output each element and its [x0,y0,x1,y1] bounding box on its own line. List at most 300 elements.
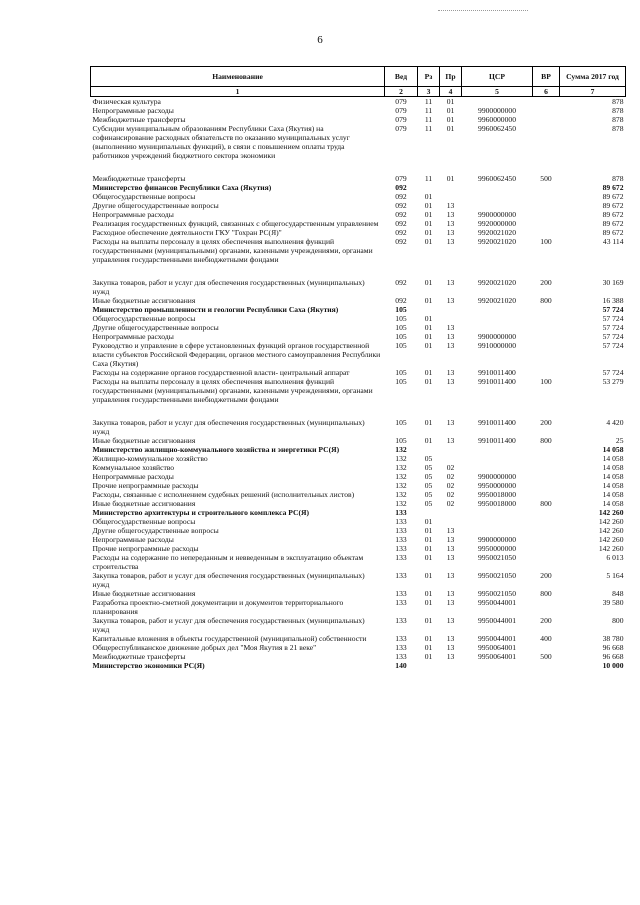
row-vr [533,472,560,481]
row-name: Расходы на содержание по непереданным и невведенным в эксплуатацию объектам строительства [92,553,364,571]
row-name: Закупка товаров, работ и услуг для обеспечения государственных (муниципальных) нужд [92,418,365,436]
table-row [91,332,626,341]
row-pr: 13 [446,616,455,625]
row-ved: 092 [395,183,407,192]
row-rz [418,445,440,454]
row-vr [533,183,560,192]
header-ved: Вед [385,67,418,87]
row-name: Межбюджетные трансферты [92,174,186,183]
row-csr: 9900000000 [478,106,516,115]
row-name: Общегосударственные вопросы [92,517,196,526]
row-vr [533,228,560,237]
table-row [91,472,626,481]
row-rz: 01 [424,228,433,237]
row-vr: 100 [540,237,552,246]
row-csr: 9950021050 [478,571,516,580]
table-row [91,296,626,305]
row-vr: 800 [540,589,552,598]
row-pr: 13 [446,323,455,332]
row-csr: 9910000000 [478,341,516,350]
row-rz: 01 [424,634,433,643]
row-rz: 01 [424,278,433,287]
ministry-row [91,661,626,670]
row-name: Закупка товаров, работ и услуг для обеспечения государственных (муниципальных) нужд [92,278,365,296]
row-rz: 01 [424,296,433,305]
table-row [91,454,626,463]
row-name: Иные бюджетные ассигнования [92,499,196,508]
row-name: Закупка товаров, работ и услуг для обеспечения государственных (муниципальных) нужд [92,616,365,634]
row-csr: 9910011400 [478,368,516,377]
table-row [91,160,626,183]
row-vr [533,445,560,454]
row-csr [462,183,533,192]
row-ved: 079 [395,115,407,124]
row-vr [533,192,560,201]
row-rz: 11 [424,174,433,183]
row-name: Коммунальное хозяйство [92,463,175,472]
row-vr [533,526,560,535]
row-rz: 05 [424,499,433,508]
row-csr [462,305,533,314]
row-vr [533,598,560,616]
row-rz: 11 [424,115,433,124]
table-row [91,589,626,598]
row-ved: 105 [395,323,407,332]
row-pr: 13 [446,535,455,544]
row-csr [462,201,533,210]
row-rz [418,661,440,670]
row-sum: 4 420 [606,418,624,427]
row-name: Иные бюджетные ассигнования [92,296,196,305]
column-number-row [91,87,626,97]
row-ved: 105 [395,314,407,323]
row-csr [462,97,533,107]
row-vr [533,115,560,124]
row-csr [462,661,533,670]
row-rz: 01 [424,377,433,386]
row-ved: 105 [395,377,407,386]
row-rz: 01 [424,616,433,625]
row-sum: 878 [612,97,624,106]
table-row [91,463,626,472]
row-csr: 9920021020 [478,278,516,287]
table-row [91,634,626,643]
row-name: Межбюджетные трансферты [92,115,186,124]
row-csr [462,323,533,332]
row-pr: 13 [446,553,455,562]
row-ved: 133 [395,598,407,607]
row-csr: 9950044001 [478,616,516,625]
row-vr [533,314,560,323]
header-csr: ЦСР [462,67,533,87]
row-vr [533,201,560,210]
row-ved: 092 [395,237,407,246]
row-rz: 05 [424,463,433,472]
row-csr: 9950064001 [478,643,516,652]
row-name: Разработка проектно-сметной документации и документов территориального планирования [92,598,344,616]
row-sum: 14 058 [602,490,624,499]
row-pr: 02 [446,472,455,481]
row-csr: 9950021050 [478,553,516,562]
row-sum: 6 013 [606,553,624,562]
ministry-row [91,508,626,517]
row-name: Министерство экономики РС(Я) [92,661,205,670]
row-csr [462,445,533,454]
row-pr: 02 [446,499,455,508]
row-rz: 01 [424,571,433,580]
row-ved: 133 [395,508,407,517]
row-sum: 14 058 [602,454,624,463]
row-pr [440,508,462,517]
row-pr: 13 [446,296,455,305]
row-vr: 200 [540,616,552,625]
row-name: Непрограммные расходы [92,210,174,219]
row-csr: 9900000000 [478,535,516,544]
row-vr [533,97,560,107]
table-header-row [91,67,626,87]
row-sum: 878 [612,106,624,115]
table-row [91,553,626,571]
table-row [91,192,626,201]
table-row [91,210,626,219]
row-sum: 5 164 [606,571,624,580]
row-sum: 878 [612,174,624,183]
row-csr: 9950018000 [478,490,516,499]
row-sum: 142 260 [598,535,624,544]
row-rz: 11 [424,106,433,115]
row-pr [440,517,462,526]
table-row [91,436,626,445]
row-pr: 13 [446,652,455,661]
row-rz: 01 [424,237,433,246]
row-ved: 092 [395,192,407,201]
row-csr [462,526,533,535]
table-row [91,124,626,160]
row-vr [533,643,560,652]
row-csr: 9950044001 [478,634,516,643]
row-pr [440,314,462,323]
row-sum: 878 [612,124,624,133]
row-sum: 53 279 [602,377,624,386]
row-rz [418,508,440,517]
row-name: Межбюджетные трансферты [92,652,186,661]
row-sum: 10 000 [602,661,624,670]
row-sum: 57 724 [602,332,624,341]
row-pr: 13 [446,332,455,341]
row-rz: 11 [424,124,433,133]
row-vr [533,661,560,670]
header-name: Наименование [91,67,385,87]
row-sum: 57 724 [602,368,624,377]
row-name: Закупка товаров, работ и услуг для обеспечения государственных (муниципальных) нужд [92,571,365,589]
row-name: Министерство жилищно-коммунального хозяйства и энергетики РС(Я) [92,445,340,454]
row-rz: 01 [424,192,433,201]
row-csr: 9920021020 [478,296,516,305]
row-name: Министерство промышленности и геологии Республики Саха (Якутия) [92,305,339,314]
row-vr: 200 [540,418,552,427]
row-sum: 142 260 [598,508,624,517]
row-name: Непрограммные расходы [92,106,174,115]
row-pr: 13 [446,643,455,652]
row-sum: 57 724 [602,323,624,332]
row-ved: 079 [395,174,407,183]
row-ved: 105 [395,418,407,427]
row-pr: 13 [446,544,455,553]
table-row [91,526,626,535]
table-row [91,598,626,616]
row-vr: 200 [540,571,552,580]
row-name: Руководство и управление в сфере установленных функций органов государственной власти субъектов Российской Федерации, органов местного самоуправления Республики Саха (Якутия) [92,341,381,368]
column-number: 6 [533,87,560,97]
row-name: Прочие непрограммные расходы [92,481,199,490]
table-row [91,219,626,228]
row-sum: 57 724 [602,341,624,350]
row-pr [440,445,462,454]
row-vr: 400 [540,634,552,643]
row-rz [418,183,440,192]
column-number: 1 [91,87,385,97]
row-sum: 89 672 [602,210,624,219]
table-row [91,237,626,264]
row-vr [533,368,560,377]
row-rz: 01 [424,535,433,544]
row-sum: 38 780 [602,634,624,643]
row-pr: 13 [446,341,455,350]
row-rz: 01 [424,418,433,427]
table-row [91,323,626,332]
row-sum: 89 672 [602,219,624,228]
row-ved: 092 [395,201,407,210]
row-name: Общереспубликанское движение добрых дел "Моя Якутия в 21 веке" [92,643,317,652]
row-name: Прочие непрограммные расходы [92,544,199,553]
row-name: Непрограммные расходы [92,535,174,544]
row-pr [440,661,462,670]
row-name: Иные бюджетные ассигнования [92,436,196,445]
row-ved: 092 [395,296,407,305]
table-row [91,404,626,436]
row-name: Общегосударственные вопросы [92,314,196,323]
row-vr [533,323,560,332]
table-row [91,544,626,553]
row-ved: 133 [395,526,407,535]
row-csr: 9950018000 [478,499,516,508]
row-vr [533,508,560,517]
table-row [91,643,626,652]
row-name: Расходы на выплаты персоналу в целях обеспечения выполнения функций государственными (муниципальными) органами, казенными учреждениями, органами управления государственными внебюджетными фондами [92,237,373,264]
row-vr [533,490,560,499]
row-name: Другие общегосударственные вопросы [92,526,219,535]
row-ved: 105 [395,341,407,350]
row-pr [440,305,462,314]
row-pr: 13 [446,278,455,287]
column-number: 7 [560,87,626,97]
row-rz: 01 [424,368,433,377]
row-vr [533,535,560,544]
row-sum: 89 672 [602,201,624,210]
row-pr [440,454,462,463]
row-name: Расходное обеспечение деятельности ГКУ "Гохран РС(Я)" [92,228,282,237]
row-rz [418,305,440,314]
row-csr: 9950064001 [478,652,516,661]
row-vr [533,517,560,526]
row-pr: 13 [446,589,455,598]
row-vr: 500 [540,174,552,183]
ministry-row [91,445,626,454]
row-name: Министерство архитектуры и строительного комплекса РС(Я) [92,508,310,517]
row-name: Субсидии муниципальным образованиям Республики Саха (Якутия) на софинансирование расходных обязательств по оказанию муниципальных услуг (выполнению муниципальных функций), в связи с повышением оплаты труда работников учреждений бюджетного сектора экономики [92,124,350,160]
row-csr [462,454,533,463]
row-name: Расходы, связанные с исполнением судебных решений (исполнительных листов) [92,490,355,499]
row-sum: 142 260 [598,544,624,553]
ministry-row [91,183,626,192]
header-vr: ВР [533,67,560,87]
row-pr: 13 [446,368,455,377]
row-rz: 01 [424,553,433,562]
row-name: Капитальные вложения в объекты государственной (муниципальной) собственности [92,634,367,643]
row-sum: 25 [615,436,624,445]
row-vr [533,332,560,341]
table-row [91,571,626,589]
row-sum: 14 058 [602,463,624,472]
row-sum: 14 058 [602,481,624,490]
row-csr: 9900000000 [478,210,516,219]
row-sum: 142 260 [598,517,624,526]
row-vr: 800 [540,499,552,508]
row-ved: 132 [395,445,407,454]
row-ved: 079 [395,124,407,133]
budget-table [90,66,626,670]
row-csr: 9920021020 [478,237,516,246]
scan-artifact [438,10,528,12]
row-csr: 9900000000 [478,332,516,341]
row-sum: 14 058 [602,472,624,481]
row-rz: 01 [424,323,433,332]
row-csr: 9950044001 [478,598,516,607]
row-ved: 092 [395,278,407,287]
row-ved: 105 [395,332,407,341]
row-ved: 133 [395,535,407,544]
row-vr [533,463,560,472]
row-sum: 14 058 [602,499,624,508]
row-name: Другие общегосударственные вопросы [92,323,219,332]
row-pr [440,183,462,192]
row-sum: 96 668 [602,652,624,661]
column-number: 2 [385,87,418,97]
row-pr: 13 [446,526,455,535]
column-number: 5 [462,87,533,97]
row-vr [533,481,560,490]
row-sum: 142 260 [598,526,624,535]
row-vr [533,219,560,228]
column-number: 4 [440,87,462,97]
row-vr: 200 [540,278,552,287]
row-rz: 01 [424,210,433,219]
table-row [91,106,626,115]
row-name: Жилищно-коммунальное хозяйство [92,454,208,463]
row-name: Физическая культура [92,97,161,106]
row-csr: 9960062450 [478,174,516,183]
row-vr: 800 [540,296,552,305]
row-sum: 57 724 [602,305,624,314]
row-sum: 848 [612,589,624,598]
header-pr: Пр [440,67,462,87]
row-ved: 105 [395,436,407,445]
row-sum: 30 169 [602,278,624,287]
row-csr [462,463,533,472]
row-name: Непрограммные расходы [92,472,174,481]
row-rz: 01 [424,436,433,445]
row-vr [533,454,560,463]
row-ved: 079 [395,106,407,115]
row-name: Общегосударственные вопросы [92,192,196,201]
row-ved: 092 [395,210,407,219]
row-ved: 132 [395,499,407,508]
row-ved: 133 [395,589,407,598]
row-pr: 13 [446,418,455,427]
table-row [91,115,626,124]
row-sum: 89 672 [602,192,624,201]
row-ved: 133 [395,571,407,580]
table-row [91,481,626,490]
row-pr: 13 [446,237,455,246]
row-rz: 05 [424,490,433,499]
row-name: Другие общегосударственные вопросы [92,201,219,210]
row-pr: 13 [446,571,455,580]
row-ved: 092 [395,219,407,228]
row-pr: 02 [446,481,455,490]
row-pr: 02 [446,490,455,499]
row-csr: 9910011400 [478,418,516,427]
row-name: Расходы на выплаты персоналу в целях обеспечения выполнения функций государственными (муниципальными) органами, казенными учреждениями, органами управления государственными внебюджетными фондами [92,377,373,404]
row-ved: 079 [395,97,407,106]
row-vr [533,544,560,553]
row-csr: 9950021050 [478,589,516,598]
row-csr [462,508,533,517]
row-rz: 01 [424,517,433,526]
page-number: 6 [317,34,323,46]
row-ved: 133 [395,544,407,553]
row-vr [533,124,560,160]
row-pr: 13 [446,377,455,386]
row-csr: 9950000000 [478,481,516,490]
row-pr: 13 [446,436,455,445]
row-csr [462,517,533,526]
row-sum: 878 [612,115,624,124]
row-ved: 133 [395,652,407,661]
table-row [91,535,626,544]
column-number: 3 [418,87,440,97]
table-row [91,517,626,526]
table-row [91,228,626,237]
header-sum: Сумма 2017 год [560,67,626,87]
row-sum: 16 388 [602,296,624,305]
row-pr: 01 [446,115,455,124]
row-ved: 133 [395,517,407,526]
table-row [91,264,626,296]
row-ved: 133 [395,553,407,562]
row-rz: 05 [424,454,433,463]
row-rz: 01 [424,526,433,535]
row-csr: 9910011400 [478,436,516,445]
row-sum: 89 672 [602,228,624,237]
row-csr [462,192,533,201]
row-csr: 9920021020 [478,228,516,237]
table-row [91,490,626,499]
row-csr: 9960062450 [478,124,516,133]
row-ved: 133 [395,616,407,625]
row-rz: 01 [424,652,433,661]
row-ved: 133 [395,634,407,643]
